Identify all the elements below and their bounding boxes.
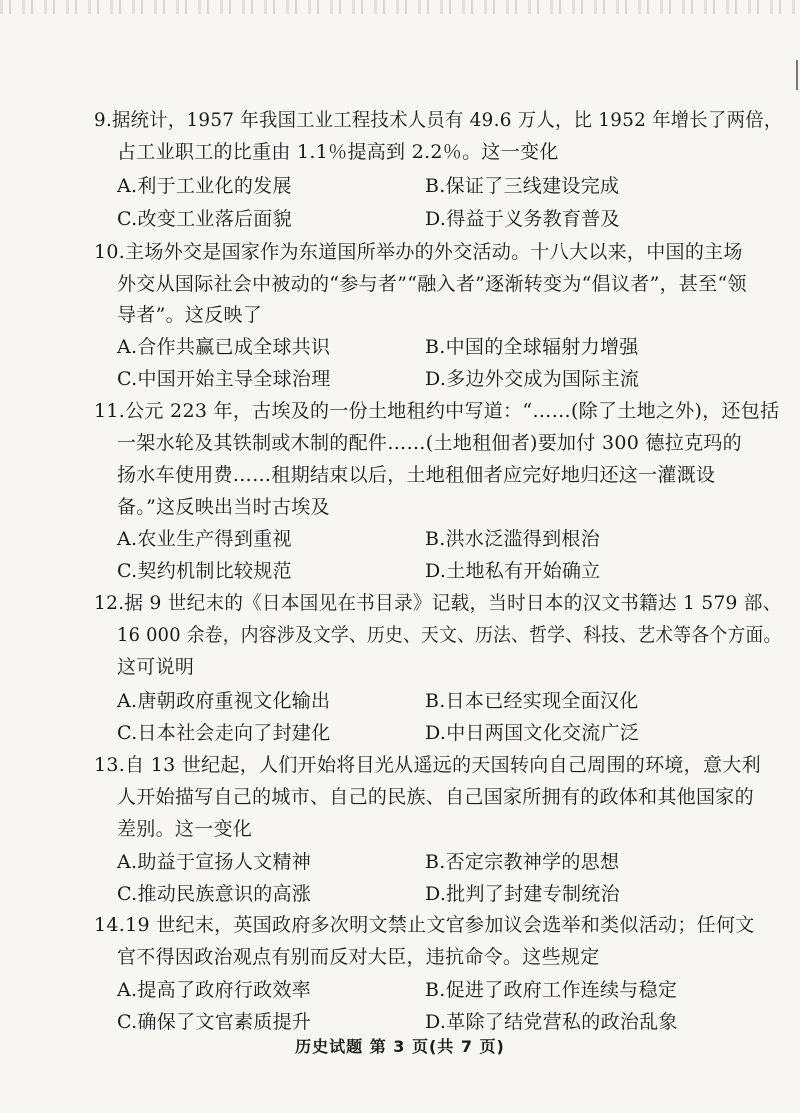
question-line: 14.19 世纪末，英国政府多次明文禁止文官参加议会选举和类似活动；任何文 bbox=[94, 914, 755, 936]
option-d: D.得益于义务教育普及 bbox=[425, 208, 620, 230]
option-d: D.中日两国文化交流广泛 bbox=[425, 722, 640, 744]
option-b: B.洪水泛滥得到根治 bbox=[425, 528, 601, 550]
scan-noise bbox=[0, 0, 800, 14]
option-d: D.批判了封建专制统治 bbox=[425, 883, 620, 905]
question-line: 占工业职工的比重由 1.1％提高到 2.2％。这一变化 bbox=[117, 141, 559, 163]
option-c: C.改变工业落后面貌 bbox=[117, 208, 292, 230]
option-d: D.土地私有开始确立 bbox=[425, 560, 601, 582]
question-line: 人开始描写自己的城市、自己的民族、自己国家所拥有的政体和其他国家的 bbox=[117, 786, 754, 808]
option-a: A.利于工业化的发展 bbox=[117, 175, 292, 197]
question-line: 10.主场外交是国家作为东道国所举办的外交活动。十八大以来，中国的主场 bbox=[94, 241, 743, 263]
question-line: 9.据统计，1957 年我国工业工程技术人员有 49.6 万人，比 1952 年增长了两倍， bbox=[94, 109, 783, 131]
option-a: A.合作共赢已成全球共识 bbox=[117, 336, 331, 358]
scan-edge-mark bbox=[796, 60, 798, 90]
question-line: 16 000 余卷，内容涉及文学、历史、天文、历法、哲学、科技、艺术等各个方面。 bbox=[117, 624, 782, 646]
option-d: D.多边外交成为国际主流 bbox=[425, 368, 640, 390]
option-b: B.日本已经实现全面汉化 bbox=[425, 690, 639, 712]
option-a: A.提高了政府行政效率 bbox=[117, 979, 312, 1001]
option-b: B.否定宗教神学的思想 bbox=[425, 851, 620, 873]
question-line: 扬水车使用费……租期结束以后，土地租佃者应完好地归还这一灌溉设 bbox=[117, 464, 716, 486]
option-c: C.契约机制比较规范 bbox=[117, 560, 292, 582]
question-line: 备。”这反映出当时古埃及 bbox=[117, 496, 330, 518]
option-a: A.农业生产得到重视 bbox=[117, 528, 292, 550]
question-line: 官不得因政治观点有别而反对大臣，违抗命令。这些规定 bbox=[117, 946, 600, 968]
question-line: 导者”。这反映了 bbox=[117, 304, 263, 326]
question-line: 差别。这一变化 bbox=[117, 818, 253, 840]
question-line: 13.自 13 世纪起，人们开始将目光从遥远的天国转向自己周围的环境，意大利 bbox=[94, 754, 761, 776]
option-c: C.中国开始主导全球治理 bbox=[117, 368, 331, 390]
option-b: B.促进了政府工作连续与稳定 bbox=[425, 979, 678, 1001]
option-b: B.保证了三线建设完成 bbox=[425, 175, 620, 197]
question-line: 11.公元 223 年，古埃及的一份土地租约中写道：“……(除了土地之外)，还包括 bbox=[94, 400, 780, 422]
question-line: 这可说明 bbox=[117, 656, 195, 678]
question-line: 12.据 9 世纪末的《日本国见在书目录》记载，当时日本的汉文书籍达 1 579 部、 bbox=[94, 592, 782, 614]
option-a: A.唐朝政府重视文化输出 bbox=[117, 690, 331, 712]
question-line: 外交从国际社会中被动的“参与者”“融入者”逐渐转变为“倡议者”，甚至“领 bbox=[117, 273, 747, 295]
option-b: B.中国的全球辐射力增强 bbox=[425, 336, 639, 358]
page-footer: 历史试题 第 3 页(共 7 页) bbox=[295, 1037, 505, 1056]
option-c: C.日本社会走向了封建化 bbox=[117, 722, 331, 744]
option-a: A.助益于宣扬人文精神 bbox=[117, 851, 312, 873]
option-d: D.革除了结党营私的政治乱象 bbox=[425, 1011, 678, 1033]
question-line: 一架水轮及其铁制或木制的配件……(土地租佃者)要加付 300 德拉克玛的 bbox=[117, 432, 742, 454]
option-c: C.推动民族意识的高涨 bbox=[117, 883, 312, 905]
option-c: C.确保了文官素质提升 bbox=[117, 1011, 312, 1033]
